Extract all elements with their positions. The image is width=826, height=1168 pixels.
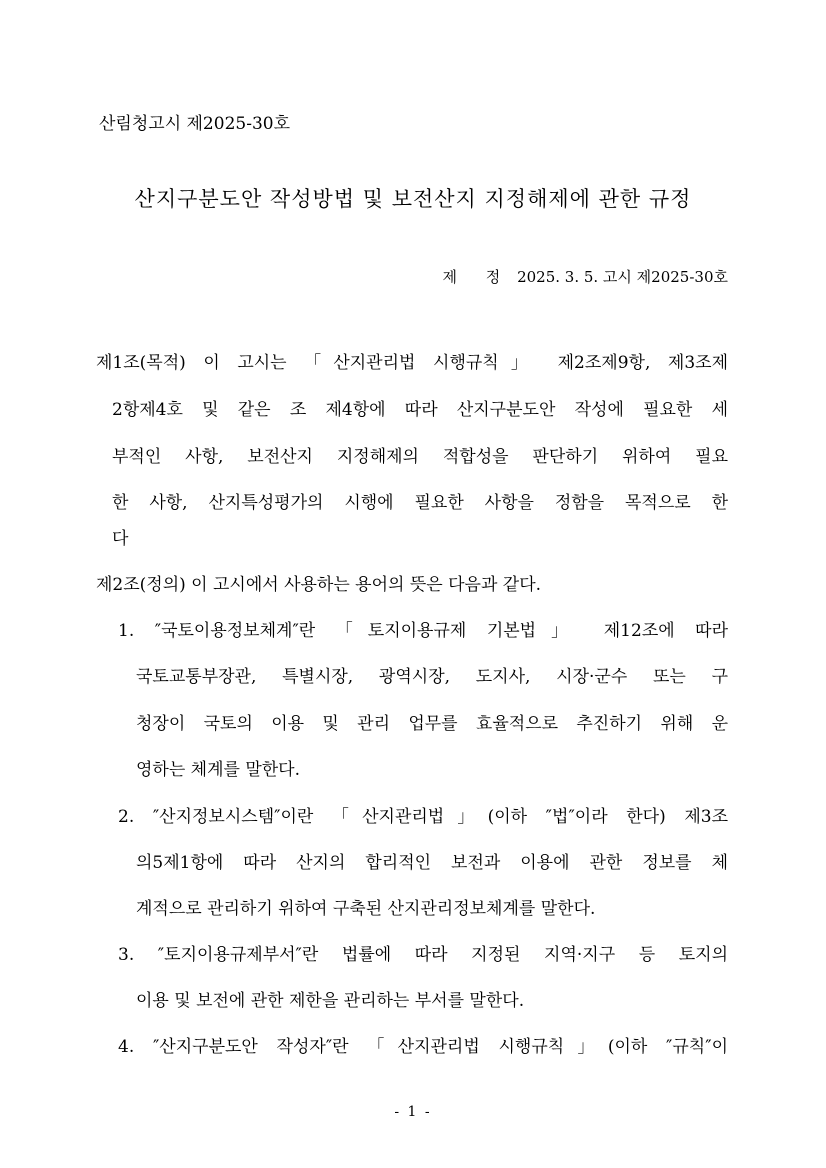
- item-2-line-2: 의5제1항에 따라 산지의 합리적인 보전과 이용에 관한 정보를 체: [136, 853, 728, 873]
- item-1-line-4: 영하는 체계를 말한다.: [136, 760, 301, 780]
- article-1-line-3: 부적인 사항, 보전산지 지정해제의 적합성을 판단하기 위하여 필요: [112, 447, 728, 467]
- document-title: 산지구분도안 작성방법 및 보전산지 지정해제에 관한 규정: [134, 187, 692, 211]
- item-4-line-1: 4. ″산지구분도안 작성자″란 「산지관리법 시행규칙」(이하 ″규칙″이: [118, 1037, 728, 1057]
- item-1-line-2: 국토교통부장관, 특별시장, 광역시장, 도지사, 시장·군수 또는 구: [136, 667, 728, 687]
- item-1-line-1: 1. ″국토이용정보체계″란 「토지이용규제 기본법」 제12조에 따라: [118, 621, 728, 641]
- article-1-line-5: 다: [112, 529, 129, 549]
- item-3-line-2: 이용 및 보전에 관한 제한을 관리하는 부서를 말한다.: [136, 991, 525, 1011]
- item-3-line-1: 3. ″토지이용규제부서″란 법률에 따라 지정된 지역·지구 등 토지의: [118, 945, 728, 965]
- item-2-line-1: 2. ″산지정보시스템″이란 「산지관리법」(이하 ″법″이라 한다) 제3조: [118, 807, 728, 827]
- article-1-line-1: 제1조(목적) 이 고시는 「산지관리법 시행규칙」 제2조제9항, 제3조제: [96, 353, 728, 373]
- item-2-line-3: 계적으로 관리하기 위하여 구축된 산지관리정보체계를 말한다.: [136, 899, 596, 919]
- article-1-line-4: 한 사항, 산지특성평가의 시행에 필요한 사항을 정함을 목적으로 한: [112, 493, 728, 513]
- enactment-text: 2025. 3. 5. 고시 제2025-30호: [517, 268, 728, 286]
- item-1-line-3: 청장이 국토의 이용 및 관리 업무를 효율적으로 추진하기 위해 운: [136, 714, 728, 734]
- article-1-line-2: 2항제4호 및 같은 조 제4항에 따라 산지구분도안 작성에 필요한 세: [112, 400, 728, 420]
- page-number: - 1 -: [394, 1104, 432, 1120]
- notice-number: 산림청고시 제2025-30호: [99, 114, 290, 134]
- enactment-info: [443, 266, 728, 288]
- article-2-heading: 제2조(정의) 이 고시에서 사용하는 용어의 뜻은 다음과 같다.: [96, 575, 542, 595]
- enactment-label: 제 정: [442, 268, 513, 286]
